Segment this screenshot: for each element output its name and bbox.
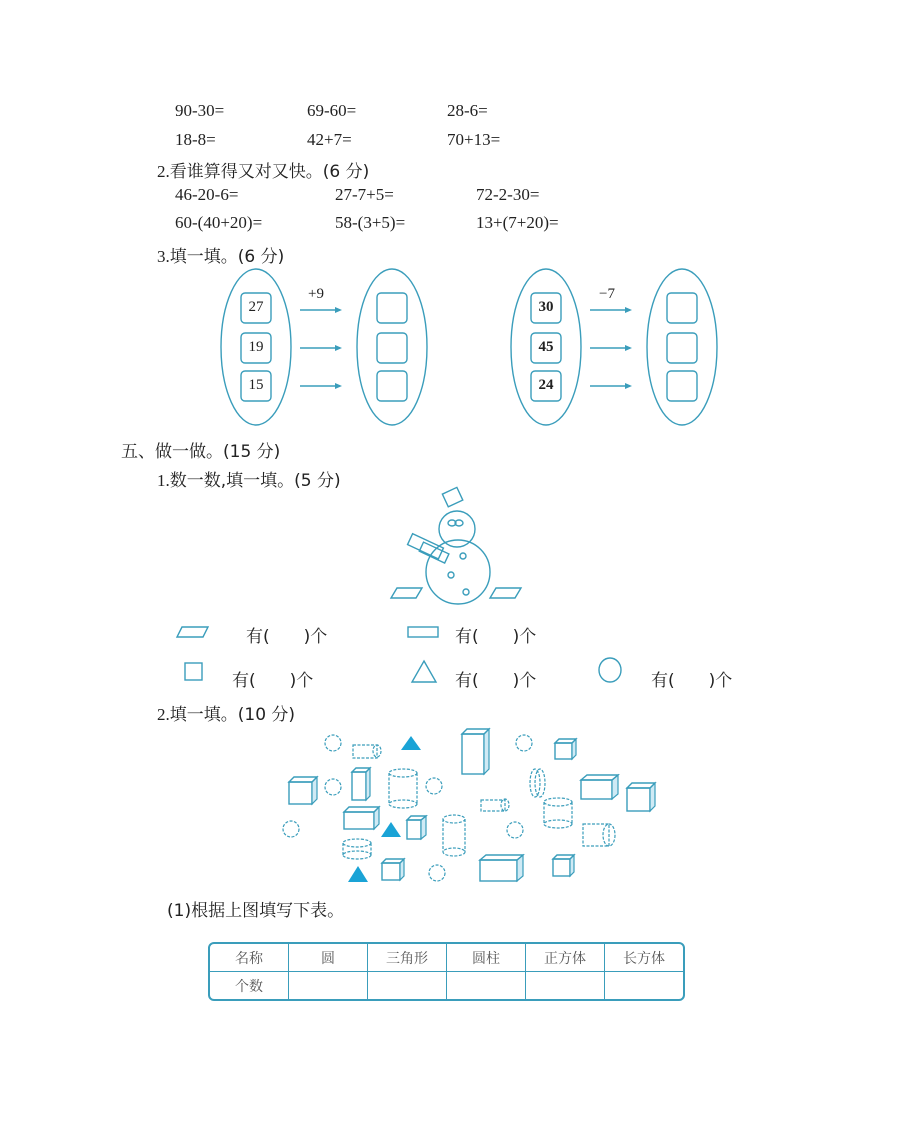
table-header-row	[210, 944, 683, 972]
operation-label: +9	[308, 286, 324, 302]
cuboid-icon	[462, 729, 489, 774]
cuboid-icon	[407, 816, 426, 839]
sub-question-heading: (1)根据上图填写下表。	[167, 901, 345, 921]
cylinder-icon	[389, 769, 417, 808]
triangle-icon	[381, 822, 401, 837]
table-cell: 名称	[210, 944, 289, 972]
table-row	[210, 972, 683, 999]
question-heading: 2.看谁算得又对又快。(6 分)	[157, 162, 370, 182]
table-cell: 正方体	[526, 944, 605, 972]
cube-icon	[382, 859, 404, 880]
expression: 69-60=	[307, 101, 357, 120]
cylinder-icon	[530, 769, 545, 797]
operation-label: −7	[599, 286, 615, 302]
cylinder-icon	[343, 839, 371, 859]
expression: 60-(40+20)=	[175, 213, 263, 232]
answer-cell[interactable]	[368, 972, 447, 999]
question-heading: 1.数一数,填一填。(5 分)	[157, 471, 341, 491]
expression: 27-7+5=	[335, 185, 394, 204]
expression: 42+7=	[307, 130, 352, 149]
answer-cell[interactable]	[447, 972, 526, 999]
cuboid-icon	[344, 807, 379, 829]
cube-icon	[289, 777, 317, 804]
cube-icon	[555, 739, 576, 759]
input-number: 19	[248, 339, 264, 355]
expression: 18-8=	[175, 130, 216, 149]
cuboid-icon	[581, 775, 618, 799]
count-answer[interactable]: 有( )个	[455, 671, 537, 691]
question-heading: 3.填一填。(6 分)	[157, 247, 285, 267]
input-number: 27	[248, 299, 264, 315]
cube-icon	[553, 855, 574, 876]
answer-cell[interactable]	[605, 972, 683, 999]
count-answer[interactable]: 有( )个	[232, 671, 314, 691]
cuboid-icon	[480, 855, 523, 881]
input-number: 45	[538, 339, 554, 355]
table-cell: 个数	[210, 972, 289, 999]
section-heading: 五、做一做。(15 分)	[121, 442, 281, 462]
table-cell: 长方体	[605, 944, 683, 972]
table-cell: 圆	[289, 944, 368, 972]
cylinder-icon	[481, 799, 509, 811]
question-heading: 2.填一填。(10 分)	[157, 705, 296, 725]
expression: 28-6=	[447, 101, 488, 120]
count-table	[208, 942, 685, 1001]
triangle-icon	[348, 866, 368, 882]
count-answer[interactable]: 有( )个	[651, 671, 733, 691]
expression: 58-(3+5)=	[335, 213, 406, 232]
expression: 70+13=	[447, 130, 501, 149]
count-answer[interactable]: 有( )个	[246, 627, 328, 647]
count-answer[interactable]: 有( )个	[455, 627, 537, 647]
cylinder-icon	[353, 745, 381, 758]
cylinder-icon	[544, 798, 572, 828]
answer-cell[interactable]	[289, 972, 368, 999]
cube-icon	[627, 783, 655, 811]
expression: 46-20-6=	[175, 185, 239, 204]
input-number: 24	[538, 377, 554, 393]
input-number: 15	[248, 377, 264, 393]
table-cell: 圆柱	[447, 944, 526, 972]
expression: 72-2-30=	[476, 185, 540, 204]
table-cell: 三角形	[368, 944, 447, 972]
triangle-icon	[401, 736, 421, 750]
cylinder-icon	[443, 815, 465, 856]
expression: 90-30=	[175, 101, 225, 120]
answer-cell[interactable]	[526, 972, 605, 999]
input-number: 30	[538, 299, 554, 315]
cylinder-icon	[583, 824, 615, 846]
expression: 13+(7+20)=	[476, 213, 559, 232]
cuboid-icon	[352, 768, 370, 800]
